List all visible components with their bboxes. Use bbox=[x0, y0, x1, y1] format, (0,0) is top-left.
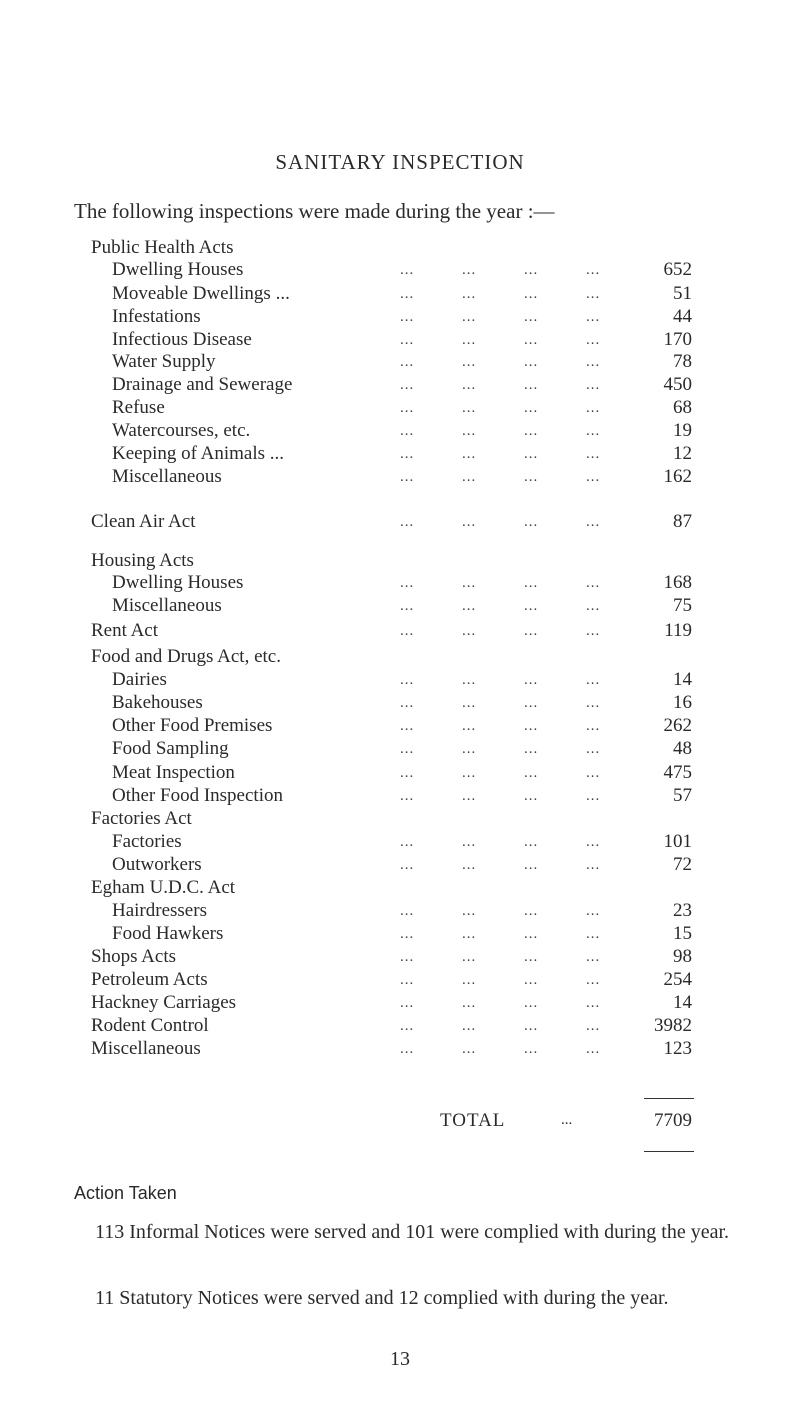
section-heading: Hackney Carriages bbox=[91, 992, 237, 1013]
item-value: 168 bbox=[663, 572, 692, 593]
leader-dots: ... ... ... ... bbox=[400, 1018, 601, 1034]
item-label: Refuse bbox=[112, 397, 165, 418]
item-value: 57 bbox=[673, 785, 692, 806]
item-value: 68 bbox=[673, 397, 692, 418]
leader-dots: ... ... ... ... bbox=[400, 598, 601, 614]
item-value: 23 bbox=[673, 900, 692, 921]
item-label: Other Food Premises bbox=[112, 715, 273, 736]
item-label: Watercourses, etc. bbox=[112, 420, 251, 441]
item-label: Dwelling Houses bbox=[112, 259, 244, 280]
leader-dots: ... ... ... ... bbox=[400, 623, 601, 639]
item-label: Infectious Disease bbox=[112, 329, 252, 350]
item-row bbox=[0, 714, 800, 738]
section-heading: Factories Act bbox=[91, 808, 192, 829]
leader-dots: ... ... ... ... bbox=[400, 1041, 601, 1057]
section-heading: Clean Air Act bbox=[91, 511, 196, 532]
leader-dots: ... ... ... ... bbox=[400, 423, 601, 439]
item-label: Bakehouses bbox=[112, 692, 203, 713]
item-row bbox=[0, 465, 800, 489]
section-value: 14 bbox=[673, 992, 692, 1013]
section-value: 98 bbox=[673, 946, 692, 967]
item-label: Hairdressers bbox=[112, 900, 207, 921]
leader-dots: ... ... ... ... bbox=[400, 834, 601, 850]
item-label: Water Supply bbox=[112, 351, 216, 372]
item-row bbox=[0, 419, 800, 443]
item-label: Miscellaneous bbox=[112, 466, 222, 487]
item-row bbox=[0, 442, 800, 466]
item-row bbox=[0, 737, 800, 761]
item-row bbox=[0, 691, 800, 715]
total-bottom-rule bbox=[644, 1151, 694, 1152]
item-row bbox=[0, 350, 800, 374]
leader-dots: ... ... ... ... bbox=[400, 695, 601, 711]
item-value: 78 bbox=[673, 351, 692, 372]
leader-dots: ... ... ... ... bbox=[400, 788, 601, 804]
item-row bbox=[0, 922, 800, 946]
leader-dots: ... ... ... ... bbox=[400, 995, 601, 1011]
section-heading: Egham U.D.C. Act bbox=[91, 877, 236, 898]
leader-dots: ... ... ... ... bbox=[400, 718, 601, 734]
section-heading-row bbox=[0, 876, 800, 900]
leader-dots: ... ... ... ... bbox=[400, 469, 601, 485]
leader-dots: ... ... ... ... bbox=[400, 972, 601, 988]
section-heading-row bbox=[0, 549, 800, 573]
item-value: 475 bbox=[663, 762, 692, 783]
item-row bbox=[0, 328, 800, 352]
item-row bbox=[0, 830, 800, 854]
item-value: 72 bbox=[673, 854, 692, 875]
section-heading-row bbox=[0, 945, 800, 969]
item-value: 48 bbox=[673, 738, 692, 759]
leader-dots: ... ... ... ... bbox=[400, 400, 601, 416]
item-label: Moveable Dwellings ... bbox=[112, 283, 290, 304]
item-row bbox=[0, 594, 800, 618]
leader-dots: ... ... ... ... bbox=[400, 765, 601, 781]
leader-dots: ... ... ... ... bbox=[400, 857, 601, 873]
total-top-rule bbox=[644, 1098, 694, 1099]
item-value: 15 bbox=[673, 923, 692, 944]
section-value: 3982 bbox=[654, 1015, 692, 1036]
leader-dots: ... ... ... ... bbox=[400, 309, 601, 325]
section-heading-row bbox=[0, 968, 800, 992]
section-heading-row bbox=[0, 645, 800, 669]
section-heading-row bbox=[0, 510, 800, 534]
intro-text: The following inspections were made during the year :— bbox=[74, 199, 555, 223]
item-label: Miscellaneous bbox=[112, 595, 222, 616]
item-row bbox=[0, 571, 800, 595]
section-heading-row bbox=[0, 236, 800, 260]
item-row bbox=[0, 784, 800, 808]
item-row bbox=[0, 668, 800, 692]
section-heading-row bbox=[0, 1014, 800, 1038]
section-heading-row bbox=[0, 1037, 800, 1061]
item-row bbox=[0, 761, 800, 785]
section-heading: Public Health Acts bbox=[91, 237, 234, 258]
leader-dots: ... ... ... ... bbox=[400, 672, 601, 688]
leader-dots: ... ... ... ... bbox=[400, 741, 601, 757]
item-value: 262 bbox=[663, 715, 692, 736]
total-value: 7709 bbox=[654, 1110, 692, 1131]
section-heading: Shops Acts bbox=[91, 946, 176, 967]
section-value: 87 bbox=[673, 511, 692, 532]
leader-dots: ... ... ... ... bbox=[400, 332, 601, 348]
leader-dots: ... ... ... ... bbox=[400, 286, 601, 302]
leader-dots: ... ... ... ... bbox=[400, 354, 601, 370]
section-heading-row bbox=[0, 807, 800, 831]
section-heading: Housing Acts bbox=[91, 550, 194, 571]
item-value: 101 bbox=[663, 831, 692, 852]
leader-dots: ... ... ... ... bbox=[400, 446, 601, 462]
leader-dots: ... ... ... ... bbox=[400, 514, 601, 530]
item-value: 44 bbox=[673, 306, 692, 327]
leader-dots: ... ... ... ... bbox=[400, 926, 601, 942]
page-number: 13 bbox=[390, 1348, 410, 1370]
item-label: Food Sampling bbox=[112, 738, 229, 759]
item-value: 19 bbox=[673, 420, 692, 441]
section-value: 254 bbox=[663, 969, 692, 990]
section-value: 123 bbox=[663, 1038, 692, 1059]
page-title: SANITARY INSPECTION bbox=[275, 150, 525, 174]
item-value: 170 bbox=[663, 329, 692, 350]
total-label: TOTAL bbox=[440, 1110, 506, 1131]
section-heading: Rent Act bbox=[91, 620, 159, 641]
item-value: 51 bbox=[673, 283, 692, 304]
item-row bbox=[0, 258, 800, 282]
leader-dots: ... ... ... ... bbox=[400, 262, 601, 278]
item-label: Other Food Inspection bbox=[112, 785, 283, 806]
item-value: 75 bbox=[673, 595, 692, 616]
item-label: Meat Inspection bbox=[112, 762, 235, 783]
action-taken-heading: Action Taken bbox=[74, 1183, 177, 1203]
item-value: 16 bbox=[673, 692, 692, 713]
item-row bbox=[0, 282, 800, 306]
action-paragraph: 113 Informal Notices were served and 101 were complied with during the year. bbox=[95, 1221, 730, 1243]
section-value: 119 bbox=[664, 620, 692, 641]
section-heading-row bbox=[0, 619, 800, 643]
section-heading: Petroleum Acts bbox=[91, 969, 208, 990]
item-row bbox=[0, 305, 800, 329]
section-heading: Rodent Control bbox=[91, 1015, 209, 1036]
item-row bbox=[0, 396, 800, 420]
item-value: 162 bbox=[663, 466, 692, 487]
item-value: 14 bbox=[673, 669, 692, 690]
item-row bbox=[0, 899, 800, 923]
action-paragraph: 11 Statutory Notices were served and 12 complied with during the year. bbox=[95, 1287, 669, 1309]
item-value: 652 bbox=[663, 259, 692, 280]
leader-dots: ... ... ... ... bbox=[400, 575, 601, 591]
item-label: Keeping of Animals ... bbox=[112, 443, 285, 464]
item-label: Outworkers bbox=[112, 854, 202, 875]
item-label: Infestations bbox=[112, 306, 201, 327]
item-label: Dairies bbox=[112, 669, 167, 690]
section-heading: Food and Drugs Act, etc. bbox=[91, 646, 281, 667]
section-heading-row bbox=[0, 991, 800, 1015]
total-dots: ... bbox=[561, 1112, 573, 1128]
item-label: Food Hawkers bbox=[112, 923, 224, 944]
item-label: Factories bbox=[112, 831, 182, 852]
item-row bbox=[0, 373, 800, 397]
item-row bbox=[0, 853, 800, 877]
section-heading: Miscellaneous bbox=[91, 1038, 201, 1059]
item-label: Drainage and Sewerage bbox=[112, 374, 293, 395]
leader-dots: ... ... ... ... bbox=[400, 903, 601, 919]
item-value: 12 bbox=[673, 443, 692, 464]
item-label: Dwelling Houses bbox=[112, 572, 244, 593]
leader-dots: ... ... ... ... bbox=[400, 377, 601, 393]
leader-dots: ... ... ... ... bbox=[400, 949, 601, 965]
item-value: 450 bbox=[663, 374, 692, 395]
